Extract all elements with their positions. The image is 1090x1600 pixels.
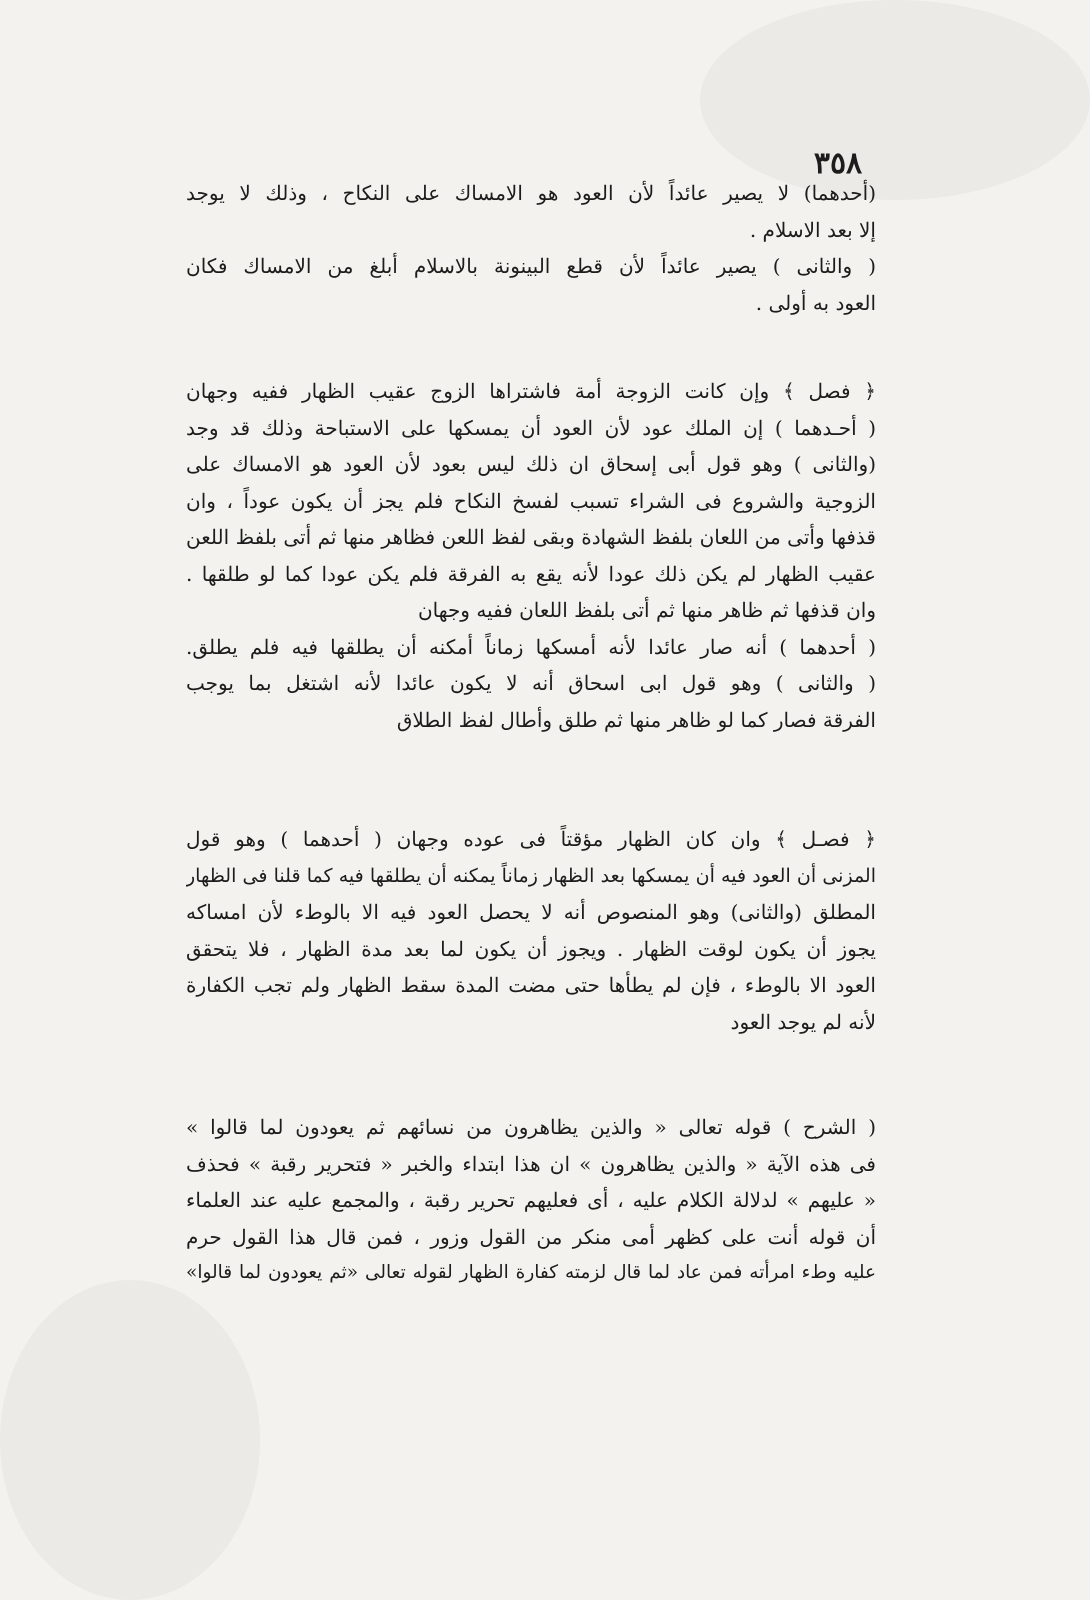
text-line: يجوز أن يكون لوقت الظهار . ويجوز أن يكون لما بعد مدة الظهار ، فلا يتحقق xyxy=(186,936,876,961)
text-line: الفرقة فصار كما لو ظاهر منها ثم طلق وأطال لفظ الطلاق xyxy=(396,707,876,732)
paragraph-fasl-slave-wife xyxy=(186,373,876,738)
text-line: ﴿ فصل ﴾ وإن كانت الزوجة أمة فاشتراها الزوج عقيب الظهار ففيه وجهان xyxy=(186,379,876,403)
text-line: ( أحدهما ) أنه صار عائدا لأنه أمسكها زماناً أمكنه أن يطلقها فيه فلم يطلق. xyxy=(186,634,876,659)
page-number: ٣٥٨ xyxy=(813,146,863,181)
text-line: ﴿ فصـل ﴾ وان كان الظهار مؤقتاً فى عوده وجهان ( أحدهما ) وهو قول xyxy=(186,827,876,851)
text-line: « عليهم » لدلالة الكلام عليه ، أى فعليهم تحرير رقبة ، والمجمع عليه عند العلماء xyxy=(186,1188,876,1212)
paper-stain xyxy=(700,0,1090,200)
paragraph-fasl-timed-zihar xyxy=(186,821,876,1040)
text-line: ( أحـدهما ) إن الملك عود لأن العود أن يمسكها على الاستباحة وذلك قد وجد xyxy=(186,415,876,440)
text-line: العود الا بالوطء ، فإن لم يطأها حتى مضت المدة سقط الظهار ولم تجب الكفارة xyxy=(186,973,876,997)
text-line: الزوجية والشروع فى الشراء تسبب لفسخ النكاح فلم يجز أن يكون عوداً ، وان xyxy=(186,488,876,513)
text-line: (والثانى ) وهو قول أبى إسحاق ان ذلك ليس بعود لأن العود هو الامساك على xyxy=(186,452,876,476)
text-line: ( الشرح ) قوله تعالى « والذين يظاهرون من نسائهم ثم يعودون لما قالوا » xyxy=(186,1115,876,1139)
text-line: أن قوله أنت على كظهر أمى منكر من القول وزور ، فمن قال هذا القول حرم xyxy=(186,1224,876,1249)
paragraph-first xyxy=(186,175,876,321)
text-line: قذفها وأتى من اللعان بلفظ الشهادة وبقى لفظ اللعن فظاهر منها ثم أتى بلفظ اللعن xyxy=(186,525,876,549)
text-line: المطلق (والثانى) وهو المنصوص أنه لا يحصل العود فيه الا بالوطء لأن امساكه xyxy=(186,900,876,924)
text-line: فى هذه الآية « والذين يظاهرون » ان هذا ابتداء والخبر « فتحرير رقبة » فحذف xyxy=(186,1151,876,1176)
text-line: ( والثانى ) وهو قول ابى اسحاق أنه لا يكون عائدا لأنه اشتغل بما يوجب xyxy=(186,671,876,695)
text-line: ( والثانى ) يصير عائداً لأن قطع البينونة بالاسلام أبلغ من الامساك فكان xyxy=(186,254,876,278)
text-line: وان قذفها ثم ظاهر منها ثم أتى بلفظ اللعان ففيه وجهان xyxy=(417,598,876,622)
text-line: المزنى أن العود فيه أن يمسكها بعد الظهار زماناً يمكنه أن يطلقها فيه كما قلنا فى الظهار xyxy=(186,864,876,887)
text-line: عليه وطء امرأته فمن عاد لما قال لزمته كفارة الظهار لقوله تعالى «ثم يعودون لما قالوا» xyxy=(186,1262,876,1283)
text-line: لأنه لم يوجد العود xyxy=(730,1009,876,1034)
text-line: عقيب الظهار لم يكن ذلك عودا لأنه يقع به الفرقة فلم يكن عودا كما لو طلقها . xyxy=(186,561,876,586)
paper-stain xyxy=(0,1280,260,1600)
text-line: العود به أولى . xyxy=(755,290,876,315)
paragraph-commentary xyxy=(186,1109,876,1292)
text-line: (أحدهما) لا يصير عائداً لأن العود هو الامساك على النكاح ، وذلك لا يوجد xyxy=(186,181,876,205)
text-line: إلا بعد الاسلام . xyxy=(749,217,876,242)
